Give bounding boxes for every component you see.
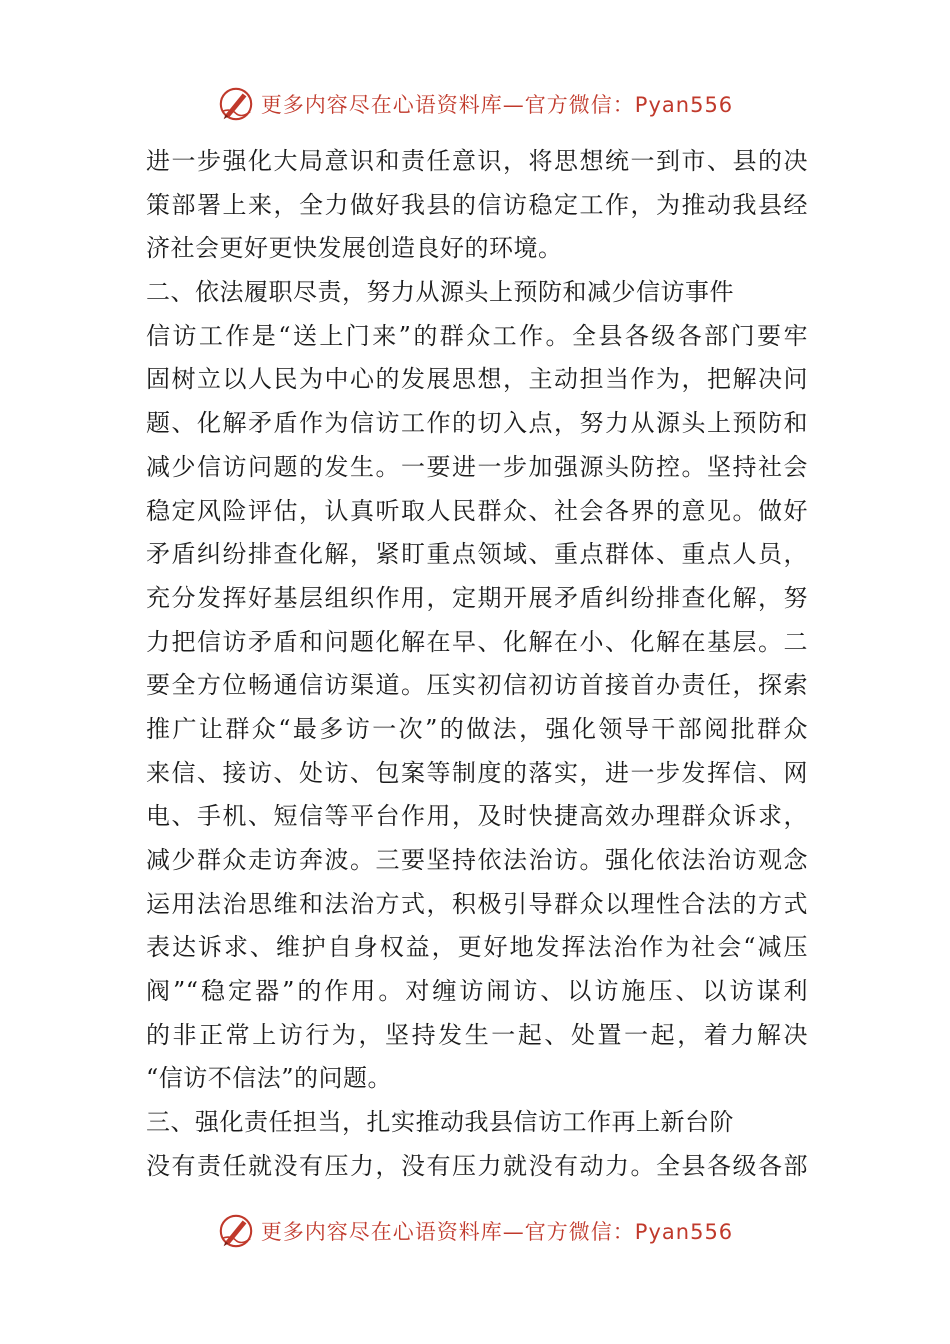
text-line: 阀”“稳定器”的作用。对缠访闹访、以访施压、以访谋利 [146,977,808,1006]
text-line: 题、化解矛盾作为信访工作的切入点，努力从源头上预防和 [146,409,808,438]
text-line: 推广让群众“最多访一次”的做法，强化领导干部阅批群众 [146,714,808,743]
text-line: 电、手机、短信等平台作用，及时快捷高效办理群众诉求， [146,802,808,831]
text-line: 信访工作是“送上门来”的群众工作。全县各级各部门要牢 [146,321,808,350]
text-line: 济社会更好更快发展创造良好的环境。 [146,234,563,263]
footer-banner [0,1209,950,1253]
text-line: 减少信访问题的发生。一要进一步加强源头防控。坚持社会 [146,452,808,481]
text-line: 矛盾纠纷排查化解，紧盯重点领域、重点群体、重点人员， [146,540,808,569]
text-line: 进一步强化大局意识和责任意识，将思想统一到市、县的决 [146,147,808,175]
text-line: “信访不信法”的问题。 [146,1064,393,1093]
header-banner-text: 更多内容尽在心语资料库—官方微信：Pyan556 [260,93,734,117]
section-heading: 三、强化责任担当，扎实推动我县信访工作再上新台阶 [146,1108,734,1137]
text-line: 的非正常上访行为，坚持发生一起、处置一起，着力解决 [146,1020,808,1049]
pen-logo-icon [217,85,255,123]
text-line: 要全方位畅通信访渠道。压实初信初访首接首办责任，探索 [146,671,808,700]
text-line: 力把信访矛盾和问题化解在早、化解在小、化解在基层。二 [146,627,808,656]
text-line: 策部署上来，全力做好我县的信访稳定工作，为推动我县经 [146,190,808,219]
text-line: 来信、接访、处访、包案等制度的落实，进一步发挥信、网 [146,758,808,787]
text-line: 充分发挥好基层组织作用，定期开展矛盾纠纷排查化解，努 [146,583,808,612]
text-line: 稳定风险评估，认真听取人民群众、社会各界的意见。做好 [146,496,808,525]
header-banner [0,82,950,126]
text-line: 固树立以人民为中心的发展思想，主动担当作为，把解决问 [146,365,808,394]
text-line: 表达诉求、维护自身权益，更好地发挥法治作为社会“减压 [146,933,808,962]
pen-logo-icon [217,1212,255,1250]
text-line: 运用法治思维和法治方式，积极引导群众以理性合法的方式 [146,889,808,918]
footer-banner-text: 更多内容尽在心语资料库—官方微信：Pyan556 [260,1220,734,1244]
section-heading: 二、依法履职尽责，努力从源头上预防和减少信访事件 [146,278,734,307]
text-line: 减少群众走访奔波。三要坚持依法治访。强化依法治访观念 [146,846,808,874]
document-body [146,140,808,1189]
text-line: 没有责任就没有压力，没有压力就没有动力。全县各级各部 [146,1151,808,1180]
